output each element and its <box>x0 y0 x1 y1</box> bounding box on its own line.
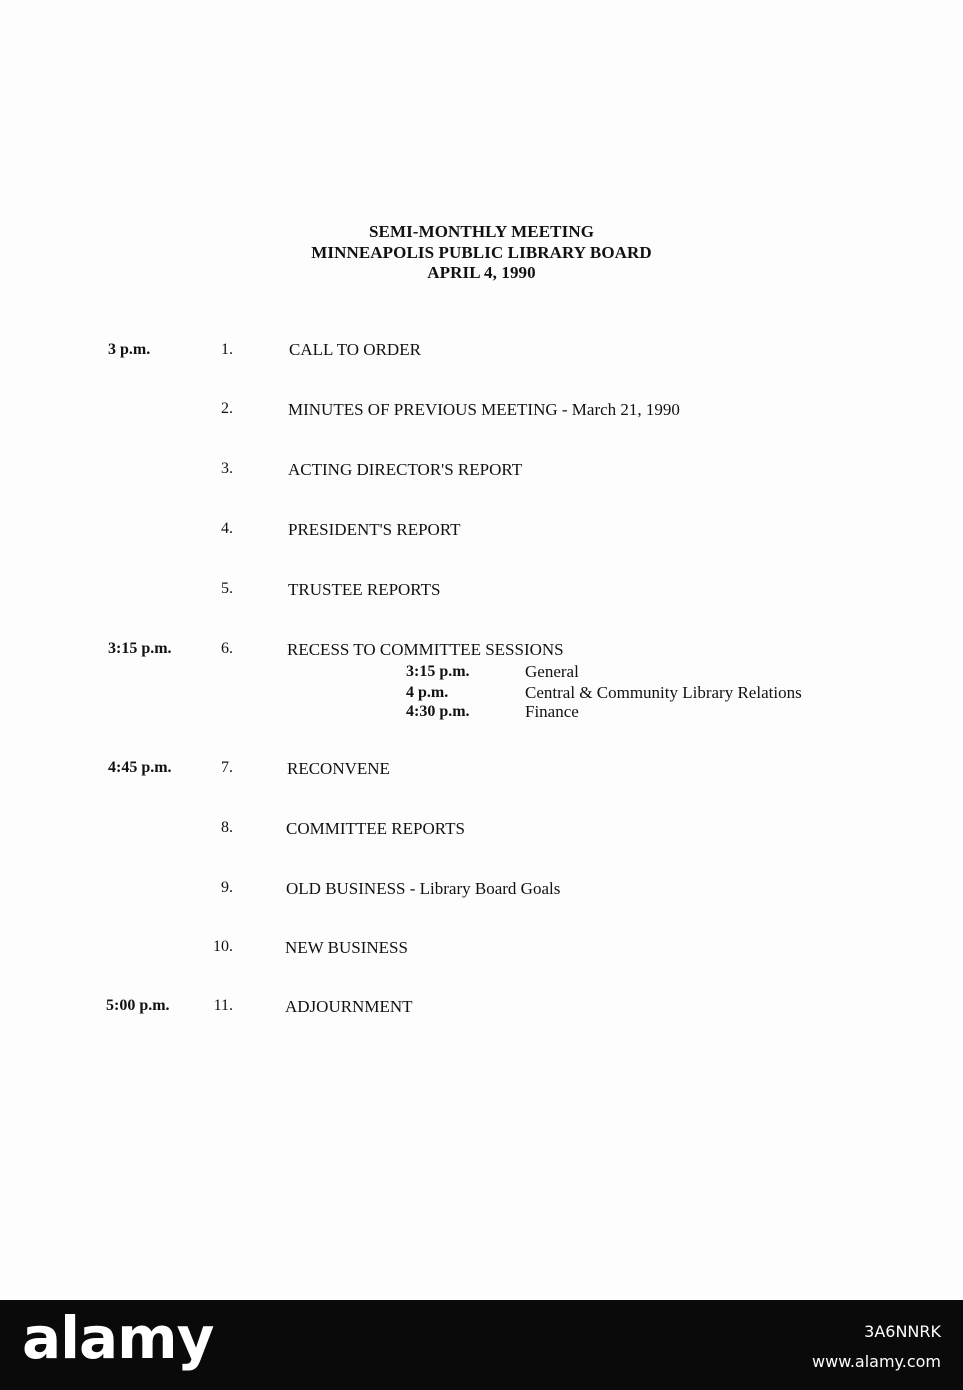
session-time: 3:15 p.m. <box>406 663 470 680</box>
site-url: www.alamy.com <box>812 1352 941 1371</box>
agenda-time: 4:45 p.m. <box>108 759 172 776</box>
watermark-bar <box>0 1300 963 1390</box>
meeting-date: APRIL 4, 1990 <box>427 263 536 282</box>
agenda-item-label: RECESS TO COMMITTEE SESSIONS <box>287 640 564 659</box>
session-time: 4:30 p.m. <box>406 703 470 720</box>
agenda-item-label: RECONVENE <box>287 759 390 778</box>
agenda-time: 5:00 p.m. <box>106 997 170 1014</box>
agenda-time: 3:15 p.m. <box>108 640 172 657</box>
session-time: 4 p.m. <box>406 684 449 701</box>
agenda-item-label: ACTING DIRECTOR'S REPORT <box>288 460 523 479</box>
agenda-number: 11. <box>213 997 233 1014</box>
agenda-number: 3. <box>221 460 233 477</box>
agenda-number: 5. <box>221 580 233 597</box>
agenda-item-label: OLD BUSINESS - Library Board Goals <box>286 879 561 898</box>
agenda-item-label: CALL TO ORDER <box>289 340 421 359</box>
agenda-number: 4. <box>221 520 233 537</box>
agenda-item-label: COMMITTEE REPORTS <box>286 819 465 838</box>
agenda-number: 8. <box>221 819 233 836</box>
session-label: General <box>525 662 579 681</box>
agenda-item-label: TRUSTEE REPORTS <box>288 580 441 599</box>
agenda-item-label: PRESIDENT'S REPORT <box>288 520 461 539</box>
session-label: Finance <box>525 702 579 721</box>
session-label: Central & Community Library Relations <box>525 683 802 702</box>
agenda-number: 1. <box>221 341 233 358</box>
agenda-number: 6. <box>221 640 233 657</box>
board-name: MINNEAPOLIS PUBLIC LIBRARY BOARD <box>311 243 652 262</box>
agenda-number: 10. <box>213 938 233 955</box>
alamy-logo: alamy <box>22 1304 214 1372</box>
agenda-item-label: NEW BUSINESS <box>285 938 408 957</box>
agenda-number: 9. <box>221 879 233 896</box>
agenda-item-label: ADJOURNMENT <box>285 997 413 1016</box>
meeting-title: SEMI-MONTHLY MEETING <box>368 222 595 241</box>
agenda-number: 7. <box>221 759 233 776</box>
image-id: 3A6NNRK <box>864 1322 941 1341</box>
agenda-number: 2. <box>221 400 233 417</box>
agenda-time: 3 p.m. <box>108 341 151 358</box>
agenda-item-label: MINUTES OF PREVIOUS MEETING - March 21, 1990 <box>288 400 680 419</box>
